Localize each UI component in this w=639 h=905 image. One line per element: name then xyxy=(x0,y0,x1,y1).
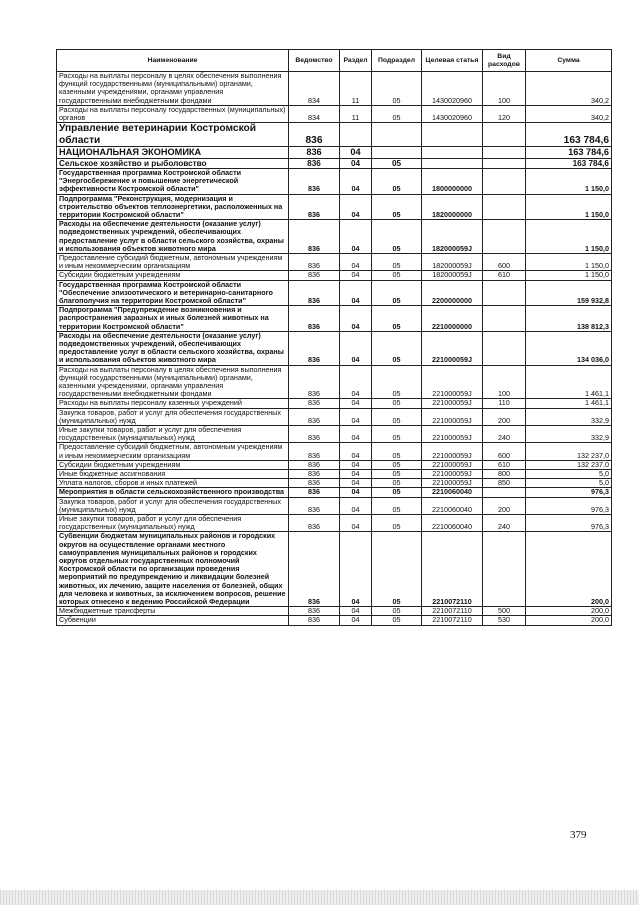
table-row xyxy=(57,399,612,408)
row-subsection-cell: 05 xyxy=(372,194,422,220)
row-amount-cell: 976,3 xyxy=(526,497,612,514)
table-row xyxy=(57,306,612,332)
row-amount-cell: 1 461,1 xyxy=(526,365,612,399)
row-name-cell: Расходы на обеспечение деятельности (оказание услуг) подведомственных учреждений, обеспечивающих предоставление услуг в области сельского хозяйства, охраны и использования объектов животного мира xyxy=(57,220,289,254)
row-expense-type-cell: 110 xyxy=(483,399,526,408)
row-target-article-cell: 221000059J xyxy=(422,408,483,425)
row-amount-cell: 976,3 xyxy=(526,488,612,497)
row-amount-cell: 1 150,0 xyxy=(526,253,612,270)
row-section-cell: 04 xyxy=(340,426,372,443)
table-row xyxy=(57,194,612,220)
row-name-cell: Закупка товаров, работ и услуг для обеспечения государственных (муниципальных) нужд xyxy=(57,497,289,514)
row-subsection-cell: 05 xyxy=(372,158,422,168)
row-expense-type-cell xyxy=(483,123,526,147)
row-expense-type-cell xyxy=(483,280,526,306)
row-subsection-cell: 05 xyxy=(372,280,422,306)
row-department-cell: 836 xyxy=(289,123,340,147)
row-department-cell: 836 xyxy=(289,488,340,497)
row-name-cell: Предоставление субсидий бюджетным, автономным учреждениям и иным некоммерческим организациям xyxy=(57,253,289,270)
table-row xyxy=(57,515,612,532)
row-target-article-cell xyxy=(422,147,483,159)
row-section-cell: 04 xyxy=(340,147,372,159)
table-row xyxy=(57,532,612,607)
row-target-article-cell: 2210060040 xyxy=(422,497,483,514)
row-target-article-cell: 221000059J xyxy=(422,331,483,365)
row-section-cell: 04 xyxy=(340,470,372,479)
row-name-cell: Расходы на обеспечение деятельности (оказание услуг) подведомственных учреждений, обеспечивающих предоставление услуг в области сельского хозяйства, охраны и использования объектов животного мира xyxy=(57,331,289,365)
row-expense-type-cell: 530 xyxy=(483,616,526,625)
table-row xyxy=(57,616,612,625)
table-row xyxy=(57,147,612,159)
row-section-cell xyxy=(340,123,372,147)
table-row xyxy=(57,408,612,425)
scan-edge xyxy=(0,890,639,905)
row-expense-type-cell xyxy=(483,194,526,220)
row-subsection-cell: 05 xyxy=(372,460,422,469)
row-subsection-cell: 05 xyxy=(372,515,422,532)
row-target-article-cell: 182000059J xyxy=(422,220,483,254)
row-section-cell: 04 xyxy=(340,253,372,270)
row-section-cell: 04 xyxy=(340,365,372,399)
row-section-cell: 04 xyxy=(340,158,372,168)
row-target-article-cell: 2210072110 xyxy=(422,616,483,625)
row-name-cell: Государственная программа Костромской области "Энергосбережение и повышение энергетической эффективности Костромской области" xyxy=(57,168,289,194)
row-amount-cell: 163 784,6 xyxy=(526,147,612,159)
row-department-cell: 836 xyxy=(289,426,340,443)
row-amount-cell: 200,0 xyxy=(526,532,612,607)
row-amount-cell: 5,0 xyxy=(526,470,612,479)
row-name-cell: Расходы на выплаты персоналу в целях обеспечения выполнения функций государственными (муниципальными) органами, казенными учреждениями, органами управления государственными внебюджетными фондами xyxy=(57,365,289,399)
row-name-cell: Субвенции бюджетам муниципальных районов и городских округов на осуществление органами местного самоуправления муниципальных районов и городских округов отдельных государственных полномочий Костромской области по организации проведения мероприятий по предупреждению и ликвидации болезней животных, их лечению, защите населения от болезней, общих для человека и животных, за исключением вопросов, решение которых отнесено к ведению Российской Федерации xyxy=(57,532,289,607)
row-expense-type-cell xyxy=(483,147,526,159)
row-name-cell: Межбюджетные трансферты xyxy=(57,607,289,616)
col-header-target-article: Целевая статья xyxy=(422,50,483,72)
row-department-cell: 836 xyxy=(289,479,340,488)
row-amount-cell: 200,0 xyxy=(526,607,612,616)
row-target-article-cell: 182000059J xyxy=(422,271,483,280)
row-department-cell: 836 xyxy=(289,470,340,479)
row-target-article-cell: 2210072110 xyxy=(422,607,483,616)
row-department-cell: 836 xyxy=(289,158,340,168)
row-target-article-cell: 2210060040 xyxy=(422,515,483,532)
table-row xyxy=(57,280,612,306)
table-row xyxy=(57,123,612,147)
row-department-cell: 836 xyxy=(289,280,340,306)
row-target-article-cell: 1430020960 xyxy=(422,105,483,122)
row-name-cell: Расходы на выплаты персоналу в целях обеспечения выполнения функций государственными (муниципальными) органами, казенными учреждениями, органами управления государственными внебюджетными фондами xyxy=(57,72,289,106)
row-department-cell: 836 xyxy=(289,168,340,194)
row-department-cell: 836 xyxy=(289,271,340,280)
table-row xyxy=(57,253,612,270)
row-expense-type-cell: 500 xyxy=(483,607,526,616)
row-expense-type-cell: 200 xyxy=(483,408,526,425)
row-name-cell: Иные закупки товаров, работ и услуг для обеспечения государственных (муниципальных) нужд xyxy=(57,515,289,532)
row-section-cell: 04 xyxy=(340,220,372,254)
row-subsection-cell: 05 xyxy=(372,616,422,625)
table-row xyxy=(57,72,612,106)
row-name-cell: Подпрограмма "Реконструкция, модернизация и строительство объектов теплоэнергетики, расположенных на территории Костромской области" xyxy=(57,194,289,220)
table-row xyxy=(57,443,612,460)
row-amount-cell: 1 150,0 xyxy=(526,220,612,254)
row-department-cell: 836 xyxy=(289,147,340,159)
row-subsection-cell: 05 xyxy=(372,443,422,460)
row-target-article-cell: 2200000000 xyxy=(422,280,483,306)
row-amount-cell: 1 150,0 xyxy=(526,194,612,220)
row-name-cell: Управление ветеринарии Костромской области xyxy=(57,123,289,147)
row-amount-cell: 1 150,0 xyxy=(526,168,612,194)
row-name-cell: Закупка товаров, работ и услуг для обеспечения государственных (муниципальных) нужд xyxy=(57,408,289,425)
row-department-cell: 836 xyxy=(289,515,340,532)
row-amount-cell: 332,9 xyxy=(526,426,612,443)
col-header-subsection: Подраздел xyxy=(372,50,422,72)
row-department-cell: 836 xyxy=(289,460,340,469)
row-expense-type-cell: 240 xyxy=(483,515,526,532)
row-name-cell: Сельское хозяйство и рыболовство xyxy=(57,158,289,168)
row-expense-type-cell: 100 xyxy=(483,72,526,106)
row-department-cell: 836 xyxy=(289,607,340,616)
row-department-cell: 834 xyxy=(289,72,340,106)
row-amount-cell: 163 784,6 xyxy=(526,123,612,147)
row-department-cell: 834 xyxy=(289,105,340,122)
row-amount-cell: 1 461,1 xyxy=(526,399,612,408)
row-amount-cell: 340,2 xyxy=(526,105,612,122)
row-target-article-cell: 2210072110 xyxy=(422,532,483,607)
row-section-cell: 04 xyxy=(340,607,372,616)
row-department-cell: 836 xyxy=(289,532,340,607)
row-section-cell: 04 xyxy=(340,443,372,460)
col-header-name: Наименование xyxy=(57,50,289,72)
row-name-cell: Субсидии бюджетным учреждениям xyxy=(57,271,289,280)
row-name-cell: Субсидии бюджетным учреждениям xyxy=(57,460,289,469)
row-section-cell: 04 xyxy=(340,479,372,488)
row-expense-type-cell xyxy=(483,220,526,254)
row-expense-type-cell xyxy=(483,331,526,365)
budget-table xyxy=(56,49,612,626)
row-department-cell: 836 xyxy=(289,194,340,220)
row-amount-cell: 138 812,3 xyxy=(526,306,612,332)
table-row xyxy=(57,220,612,254)
col-header-expense-type: Вид расходов xyxy=(483,50,526,72)
page-number: 379 xyxy=(570,829,587,841)
row-section-cell: 04 xyxy=(340,194,372,220)
row-name-cell: Государственная программа Костромской области "Обеспечение эпизоотического и ветеринарно-санитарного благополучия на территории Костромской области" xyxy=(57,280,289,306)
table-row xyxy=(57,479,612,488)
row-expense-type-cell xyxy=(483,488,526,497)
row-department-cell: 836 xyxy=(289,616,340,625)
row-subsection-cell: 05 xyxy=(372,488,422,497)
table-row xyxy=(57,497,612,514)
row-subsection-cell: 05 xyxy=(372,607,422,616)
row-section-cell: 04 xyxy=(340,497,372,514)
row-expense-type-cell: 610 xyxy=(483,460,526,469)
row-subsection-cell: 05 xyxy=(372,426,422,443)
row-expense-type-cell: 600 xyxy=(483,253,526,270)
row-amount-cell: 976,3 xyxy=(526,515,612,532)
row-target-article-cell: 221000059J xyxy=(422,399,483,408)
row-section-cell: 04 xyxy=(340,280,372,306)
row-target-article-cell: 1820000000 xyxy=(422,194,483,220)
row-subsection-cell xyxy=(372,123,422,147)
row-section-cell: 04 xyxy=(340,399,372,408)
row-department-cell: 836 xyxy=(289,220,340,254)
row-target-article-cell: 221000059J xyxy=(422,443,483,460)
row-amount-cell: 132 237,0 xyxy=(526,443,612,460)
row-department-cell: 836 xyxy=(289,443,340,460)
row-target-article-cell: 2210060040 xyxy=(422,488,483,497)
row-subsection-cell: 05 xyxy=(372,532,422,607)
row-name-cell: Мероприятия в области сельскохозяйственного производства xyxy=(57,488,289,497)
row-department-cell: 836 xyxy=(289,399,340,408)
row-name-cell: Уплата налогов, сборов и иных платежей xyxy=(57,479,289,488)
row-target-article-cell: 221000059J xyxy=(422,479,483,488)
row-subsection-cell: 05 xyxy=(372,271,422,280)
col-header-department: Ведомство xyxy=(289,50,340,72)
row-expense-type-cell: 600 xyxy=(483,443,526,460)
row-expense-type-cell: 610 xyxy=(483,271,526,280)
row-subsection-cell: 05 xyxy=(372,253,422,270)
row-expense-type-cell xyxy=(483,158,526,168)
row-subsection-cell: 05 xyxy=(372,408,422,425)
row-target-article-cell xyxy=(422,158,483,168)
row-expense-type-cell xyxy=(483,168,526,194)
budget-page xyxy=(56,49,611,626)
row-subsection-cell: 05 xyxy=(372,306,422,332)
col-header-amount: Сумма xyxy=(526,50,612,72)
row-subsection-cell: 05 xyxy=(372,105,422,122)
row-subsection-cell: 05 xyxy=(372,399,422,408)
row-section-cell: 04 xyxy=(340,460,372,469)
row-name-cell: Иные бюджетные ассигнования xyxy=(57,470,289,479)
table-row xyxy=(57,470,612,479)
table-row xyxy=(57,158,612,168)
row-subsection-cell: 05 xyxy=(372,365,422,399)
row-expense-type-cell xyxy=(483,306,526,332)
table-row xyxy=(57,607,612,616)
row-subsection-cell: 05 xyxy=(372,470,422,479)
row-target-article-cell: 2210000000 xyxy=(422,306,483,332)
row-target-article-cell: 221000059J xyxy=(422,426,483,443)
row-name-cell: Подпрограмма "Предупреждение возникновения и распространения заразных и иных болезней животных на территории Костромской области" xyxy=(57,306,289,332)
row-target-article-cell: 1430020960 xyxy=(422,72,483,106)
row-department-cell: 836 xyxy=(289,497,340,514)
row-department-cell: 836 xyxy=(289,408,340,425)
row-target-article-cell: 182000059J xyxy=(422,253,483,270)
row-section-cell: 11 xyxy=(340,72,372,106)
row-section-cell: 04 xyxy=(340,271,372,280)
row-section-cell: 04 xyxy=(340,168,372,194)
row-expense-type-cell: 100 xyxy=(483,365,526,399)
row-subsection-cell xyxy=(372,147,422,159)
row-expense-type-cell: 800 xyxy=(483,470,526,479)
row-expense-type-cell: 200 xyxy=(483,497,526,514)
row-section-cell: 04 xyxy=(340,306,372,332)
row-subsection-cell: 05 xyxy=(372,331,422,365)
row-subsection-cell: 05 xyxy=(372,168,422,194)
row-target-article-cell: 221000059J xyxy=(422,365,483,399)
table-row xyxy=(57,460,612,469)
row-target-article-cell: 221000059J xyxy=(422,470,483,479)
table-row xyxy=(57,168,612,194)
row-subsection-cell: 05 xyxy=(372,72,422,106)
row-amount-cell: 1 150,0 xyxy=(526,271,612,280)
row-section-cell: 04 xyxy=(340,331,372,365)
table-row xyxy=(57,365,612,399)
row-amount-cell: 159 932,8 xyxy=(526,280,612,306)
row-amount-cell: 134 036,0 xyxy=(526,331,612,365)
row-section-cell: 04 xyxy=(340,616,372,625)
table-row xyxy=(57,488,612,497)
row-expense-type-cell: 120 xyxy=(483,105,526,122)
row-subsection-cell: 05 xyxy=(372,479,422,488)
row-name-cell: Иные закупки товаров, работ и услуг для обеспечения государственных (муниципальных) нужд xyxy=(57,426,289,443)
row-subsection-cell: 05 xyxy=(372,497,422,514)
row-section-cell: 11 xyxy=(340,105,372,122)
row-amount-cell: 200,0 xyxy=(526,616,612,625)
col-header-section: Раздел xyxy=(340,50,372,72)
row-section-cell: 04 xyxy=(340,532,372,607)
row-amount-cell: 332,9 xyxy=(526,408,612,425)
row-section-cell: 04 xyxy=(340,408,372,425)
table-header-row xyxy=(57,50,612,72)
row-name-cell: Расходы на выплаты персоналу государственных (муниципальных) органов xyxy=(57,105,289,122)
row-amount-cell: 163 784,6 xyxy=(526,158,612,168)
row-amount-cell: 5,0 xyxy=(526,479,612,488)
row-target-article-cell: 221000059J xyxy=(422,460,483,469)
row-section-cell: 04 xyxy=(340,515,372,532)
row-target-article-cell xyxy=(422,123,483,147)
table-row xyxy=(57,271,612,280)
table-row xyxy=(57,331,612,365)
row-expense-type-cell: 240 xyxy=(483,426,526,443)
row-expense-type-cell xyxy=(483,532,526,607)
row-department-cell: 836 xyxy=(289,253,340,270)
row-name-cell: Предоставление субсидий бюджетным, автономным учреждениям и иным некоммерческим организациям xyxy=(57,443,289,460)
row-name-cell: НАЦИОНАЛЬНАЯ ЭКОНОМИКА xyxy=(57,147,289,159)
row-name-cell: Субвенции xyxy=(57,616,289,625)
table-row xyxy=(57,426,612,443)
row-amount-cell: 340,2 xyxy=(526,72,612,106)
row-amount-cell: 132 237,0 xyxy=(526,460,612,469)
row-subsection-cell: 05 xyxy=(372,220,422,254)
row-department-cell: 836 xyxy=(289,306,340,332)
row-target-article-cell: 1800000000 xyxy=(422,168,483,194)
table-body xyxy=(57,72,612,626)
row-expense-type-cell: 850 xyxy=(483,479,526,488)
row-department-cell: 836 xyxy=(289,331,340,365)
row-section-cell: 04 xyxy=(340,488,372,497)
row-department-cell: 836 xyxy=(289,365,340,399)
table-row xyxy=(57,105,612,122)
row-name-cell: Расходы на выплаты персоналу казенных учреждений xyxy=(57,399,289,408)
